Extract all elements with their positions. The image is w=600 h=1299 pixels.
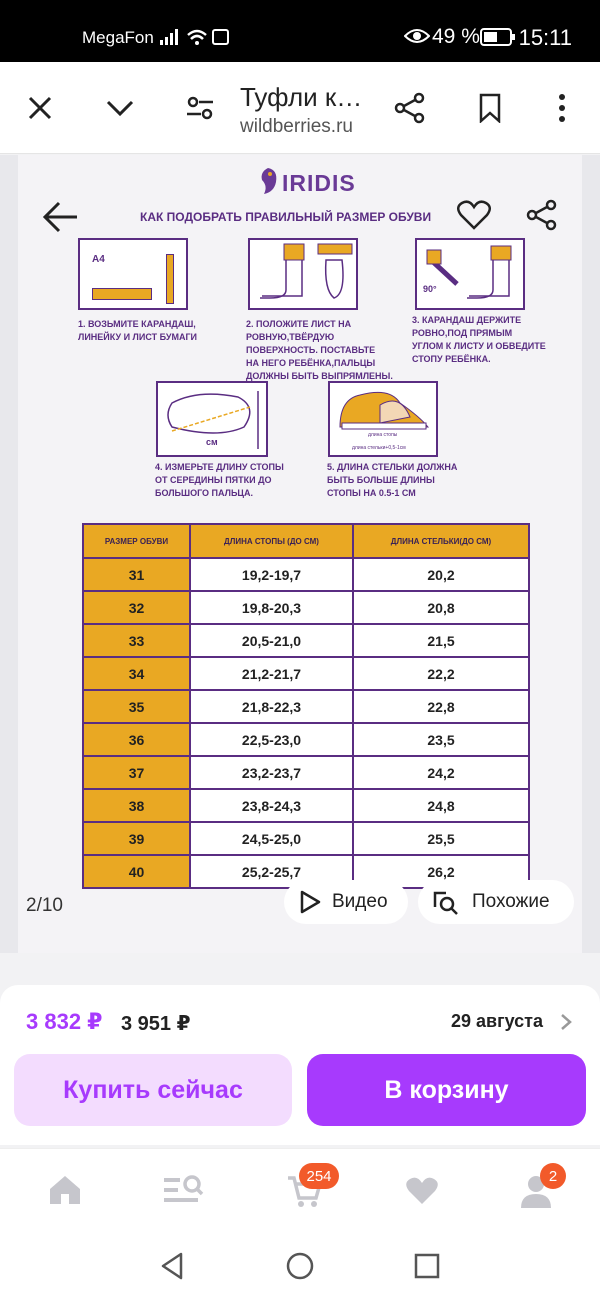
table-row [83, 822, 529, 855]
table-row [83, 657, 529, 690]
page-title: Туфли к… [240, 82, 363, 112]
insole-cell: 25,5 [353, 822, 529, 855]
insole-cell: 22,2 [353, 657, 529, 690]
brand-logo: IRIDIS [282, 170, 356, 196]
table-row [83, 756, 529, 789]
step2-illustration [248, 238, 358, 310]
table-row [83, 558, 529, 591]
foot-on-paper-icon [250, 240, 356, 308]
video-label: Видео [332, 891, 388, 912]
step3-text: 3. КАРАНДАШ ДЕРЖИТЕ РОВНО,ПОД ПРЯМЫМ УГЛОМ К ЛИСТУ И ОБВЕДИТЕ СТОПУ РЕБЁНКА. [412, 315, 546, 364]
size-cell: 33 [83, 624, 190, 657]
step2-text: 2. ПОЛОЖИТЕ ЛИСТ НА РОВНУЮ,ТВЁРДУЮ ПОВЕРХНОСТЬ. ПОСТАВЬТЕ НА НЕГО РЕБЁНКА,ПАЛЬЦЫ ДОЛЖНЫ БЫТЬ ВЫПРЯМЛЕНЫ. [246, 319, 393, 381]
size-table [82, 523, 530, 889]
table-row [83, 690, 529, 723]
foot-cell: 23,2-23,7 [190, 756, 353, 789]
delivery-date[interactable]: 29 августа [451, 1011, 543, 1031]
table-row [83, 723, 529, 756]
insole-cell: 23,5 [353, 723, 529, 756]
browser-toolbar [0, 62, 600, 154]
foot-cell: 22,5-23,0 [190, 723, 353, 756]
foot-cell: 21,8-22,3 [190, 690, 353, 723]
eye-icon [404, 28, 430, 44]
foot-cell: 19,8-20,3 [190, 591, 353, 624]
similar-label: Похожие [472, 891, 550, 912]
header-foot-length: ДЛИНА СТОПЫ (ДО СМ) [190, 524, 353, 558]
signal-wifi-icons [160, 27, 230, 47]
bookmark-icon[interactable] [470, 88, 510, 128]
table-row [83, 591, 529, 624]
size-cell: 37 [83, 756, 190, 789]
image-share-icon[interactable] [520, 193, 564, 237]
status-bar [0, 0, 600, 62]
insole-label-top: длина стопы [368, 432, 398, 438]
system-back-icon[interactable] [154, 1248, 190, 1284]
pencil-tracing-icon [417, 240, 523, 308]
size-cell: 36 [83, 723, 190, 756]
size-cell: 40 [83, 855, 190, 888]
cart-badge: 254 [299, 1163, 339, 1189]
header-size: РАЗМЕР ОБУВИ [83, 524, 190, 558]
step4-illustration [156, 381, 268, 457]
similar-button[interactable] [418, 880, 574, 924]
system-recents-icon[interactable] [409, 1248, 445, 1284]
step1-illustration [78, 238, 188, 310]
image-counter: 2/10 [26, 895, 63, 916]
share-icon[interactable] [390, 88, 430, 128]
video-button[interactable] [284, 880, 408, 924]
size-cell: 32 [83, 591, 190, 624]
chevron-right-icon[interactable] [560, 1013, 572, 1031]
step5-text: 5. ДЛИНА СТЕЛЬКИ ДОЛЖНА БЫТЬ БОЛЬШЕ ДЛИНЫ СТОПЫ НА 0.5-1 СМ [327, 462, 458, 498]
insole-cell: 22,8 [353, 690, 529, 723]
clock: 15:11 [518, 25, 572, 50]
size-cell: 35 [83, 690, 190, 723]
foot-cell: 21,2-21,7 [190, 657, 353, 690]
current-price: 3 832 ₽ [26, 1009, 103, 1034]
size-guide-heading: КАК ПОДОБРАТЬ ПРАВИЛЬНЫЙ РАЗМЕР ОБУВИ [140, 210, 432, 224]
foot-cell: 24,5-25,0 [190, 822, 353, 855]
visual-search-icon [432, 889, 460, 915]
table-row [83, 624, 529, 657]
size-cell: 34 [83, 657, 190, 690]
ruler-icon [92, 288, 152, 300]
insole-cell: 24,2 [353, 756, 529, 789]
size-cell: 38 [83, 789, 190, 822]
insole-label-bottom: длина стельки+0,5-1см [352, 445, 406, 451]
foot-cell: 25,2-25,7 [190, 855, 353, 888]
favorite-icon[interactable] [452, 193, 496, 237]
step4-text: 4. ИЗМЕРЬТЕ ДЛИНУ СТОПЫ ОТ СЕРЕДИНЫ ПЯТКИ ДО БОЛЬШОГО ПАЛЬЦА. [155, 462, 284, 498]
step3-illustration [415, 238, 525, 310]
insole-cell: 24,8 [353, 789, 529, 822]
insole-cell: 26,2 [353, 855, 529, 888]
old-price: 3 951 ₽ [121, 1013, 191, 1035]
insole-cell: 20,2 [353, 558, 529, 591]
size-cell: 31 [83, 558, 190, 591]
carrier-name: MegaFon [82, 28, 154, 47]
profile-badge: 2 [540, 1163, 566, 1189]
close-icon[interactable] [20, 88, 60, 128]
a4-label: A4 [92, 254, 105, 265]
back-arrow-icon[interactable] [38, 195, 82, 239]
more-icon[interactable] [542, 88, 582, 128]
step1-text: 1. ВОЗЬМИТЕ КАРАНДАШ, ЛИНЕЙКУ И ЛИСТ БУМАГИ [78, 319, 198, 342]
cm-label: см [206, 437, 218, 447]
angle-label: 90° [423, 284, 437, 294]
play-icon [298, 889, 322, 915]
system-home-icon[interactable] [282, 1248, 318, 1284]
foot-cell: 23,8-24,3 [190, 789, 353, 822]
insole-cell: 20,8 [353, 591, 529, 624]
size-cell: 39 [83, 822, 190, 855]
page-url[interactable]: wildberries.ru [240, 116, 353, 137]
header-insole-length: ДЛИНА СТЕЛЬКИ(ДО СМ) [353, 524, 529, 558]
tune-icon[interactable] [180, 88, 220, 128]
buy-now-button[interactable]: Купить сейчас [14, 1054, 292, 1126]
pencil-icon [166, 254, 174, 304]
catalog-search-icon[interactable] [160, 1170, 206, 1210]
favorites-icon[interactable] [402, 1172, 442, 1210]
table-row [83, 789, 529, 822]
insole-cell: 21,5 [353, 624, 529, 657]
chevron-down-icon[interactable] [100, 88, 140, 128]
foot-cell: 19,2-19,7 [190, 558, 353, 591]
battery-percent: 49 % [432, 25, 480, 48]
add-to-cart-button[interactable]: В корзину [307, 1054, 586, 1126]
size-table-header [83, 524, 529, 558]
battery-icon [480, 27, 516, 47]
step5-illustration [328, 381, 438, 457]
parrot-logo-icon [256, 166, 280, 196]
shoe-insole-icon [330, 383, 436, 433]
home-icon[interactable] [44, 1170, 86, 1210]
foot-cell: 20,5-21,0 [190, 624, 353, 657]
